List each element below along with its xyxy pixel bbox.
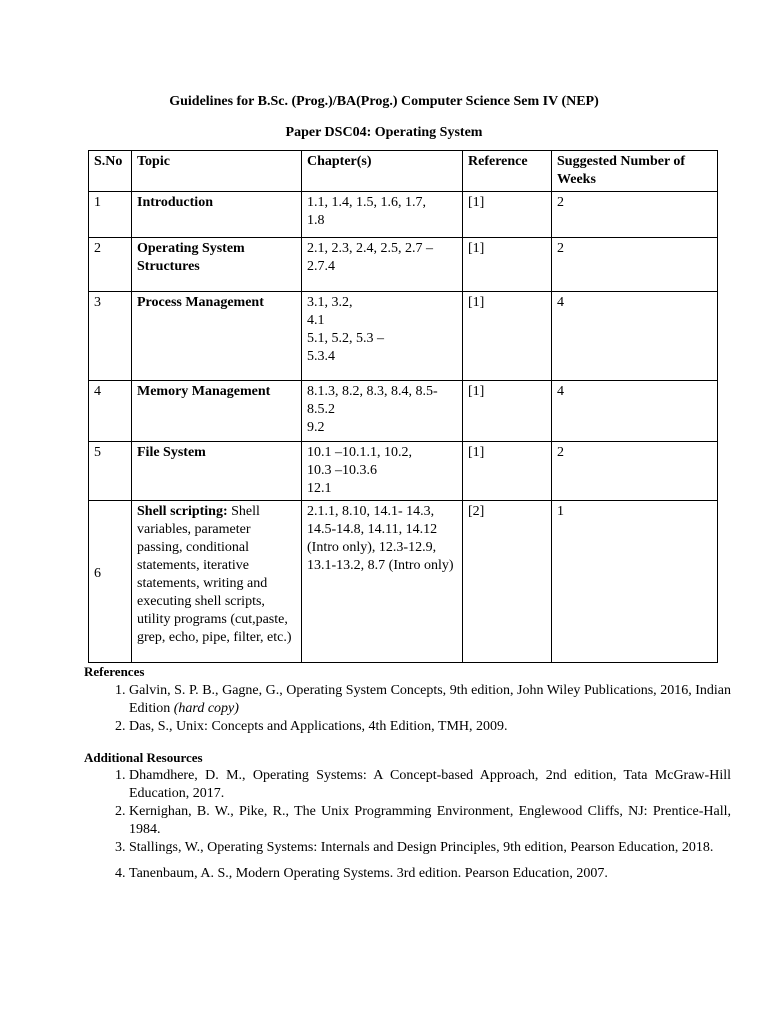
topic-title: File System	[137, 445, 206, 460]
table-header-row	[89, 151, 718, 192]
cell-weeks: 2	[552, 192, 718, 238]
chapter-line: 8.1.3, 8.2, 8.3, 8.4, 8.5-	[307, 384, 438, 399]
cell-sno: 4	[89, 381, 132, 442]
topic-title: Shell scripting:	[137, 504, 228, 519]
cell-chapters	[302, 292, 463, 381]
chapter-line: 2.7.4	[307, 259, 335, 274]
cell-topic	[132, 292, 302, 381]
table-row	[89, 442, 718, 501]
reference-text: Galvin, S. P. B., Gagne, G., Operating System Concepts, 9th edition, John Wiley Publications, 2016, Indian Edition	[129, 683, 731, 716]
cell-topic	[132, 442, 302, 501]
cell-reference: [2]	[463, 501, 552, 663]
cell-weeks: 4	[552, 292, 718, 381]
cell-reference: [1]	[463, 192, 552, 238]
table-row	[89, 238, 718, 292]
cell-topic	[132, 501, 302, 663]
chapter-line: 5.1, 5.2, 5.3 –	[307, 331, 384, 346]
cell-topic	[132, 192, 302, 238]
cell-reference: [1]	[463, 292, 552, 381]
additional-resources-list	[84, 767, 731, 883]
table-row	[89, 381, 718, 442]
references-heading: References	[84, 664, 145, 679]
additional-resources-heading: Additional Resources	[84, 750, 203, 765]
chapter-line: 2.1, 2.3, 2.4, 2.5, 2.7 –	[307, 241, 433, 256]
chapter-line: 8.5.2	[307, 402, 335, 417]
topic-details: Shell variables, parameter passing, conditional statements, iterative statements, writing and executing shell scripts, utility programs (cut,paste, grep, echo, pipe, filter, etc.)	[137, 504, 292, 645]
chapter-line: 5.3.4	[307, 349, 335, 364]
cell-weeks: 2	[552, 238, 718, 292]
chapter-line: 10.1 –10.1.1, 10.2,	[307, 445, 412, 460]
topic-title: Operating System Structures	[137, 241, 245, 274]
chapter-line: 9.2	[307, 420, 325, 435]
column-header-sno: S.No	[89, 151, 132, 192]
table-row	[89, 501, 718, 663]
cell-sno: 3	[89, 292, 132, 381]
chapter-line: 3.1, 3.2,	[307, 295, 353, 310]
cell-weeks: 1	[552, 501, 718, 663]
syllabus-table	[88, 150, 718, 663]
cell-sno: 1	[89, 192, 132, 238]
cell-reference: [1]	[463, 381, 552, 442]
reference-text: Das, S., Unix: Concepts and Applications, 4th Edition, TMH, 2009.	[129, 719, 508, 734]
cell-reference: [1]	[463, 238, 552, 292]
reference-item	[129, 718, 731, 736]
resource-item: 4. Tanenbaum, A. S., Modern Operating Systems. 3rd edition. Pearson Education, 2007.	[129, 865, 731, 883]
chapter-line: 2.1.1, 8.10, 14.1- 14.3, 14.5-14.8, 14.11, 14.12 (Intro only), 12.3-12.9, 13.1-13.2, 8.7 (Intro only)	[307, 504, 454, 573]
topic-title: Introduction	[137, 195, 213, 210]
cell-weeks: 4	[552, 381, 718, 442]
chapter-line: 1.8	[307, 213, 325, 228]
cell-sno: 6	[89, 501, 132, 663]
column-header-chapters: Chapter(s)	[302, 151, 463, 192]
chapter-line: 4.1	[307, 313, 325, 328]
cell-topic	[132, 381, 302, 442]
resource-item: 2. Kernighan, B. W., Pike, R., The Unix Programming Environment, Englewood Cliffs, NJ: Prentice-Hall, 1984.	[129, 803, 731, 839]
column-header-weeks: Suggested Number of Weeks	[552, 151, 718, 192]
cell-sno: 5	[89, 442, 132, 501]
table-row	[89, 292, 718, 381]
table-row	[89, 192, 718, 238]
chapter-line: 12.1	[307, 481, 332, 496]
resource-item: 3. Stallings, W., Operating Systems: Internals and Design Principles, 9th edition, Pearson Education, 2018.	[129, 839, 731, 857]
reference-item	[129, 682, 731, 718]
cell-reference: [1]	[463, 442, 552, 501]
column-header-topic: Topic	[132, 151, 302, 192]
cell-chapters	[302, 442, 463, 501]
cell-topic	[132, 238, 302, 292]
chapter-line: 10.3 –10.3.6	[307, 463, 377, 478]
column-header-reference: Reference	[463, 151, 552, 192]
document-title: Guidelines for B.Sc. (Prog.)/BA(Prog.) Computer Science Sem IV (NEP)	[169, 94, 599, 109]
cell-chapters	[302, 501, 463, 663]
resource-item: 1. Dhamdhere, D. M., Operating Systems: A Concept-based Approach, 2nd edition, Tata McGraw-Hill Education, 2017.	[129, 767, 731, 803]
topic-title: Process Management	[137, 295, 264, 310]
references-list	[84, 682, 731, 736]
topic-title: Memory Management	[137, 384, 271, 399]
cell-chapters	[302, 192, 463, 238]
reference-note: (hard copy)	[173, 701, 239, 716]
cell-weeks: 2	[552, 442, 718, 501]
chapter-line: 1.1, 1.4, 1.5, 1.6, 1.7,	[307, 195, 426, 210]
cell-sno: 2	[89, 238, 132, 292]
paper-title: Paper DSC04: Operating System	[285, 125, 483, 140]
cell-chapters	[302, 381, 463, 442]
cell-chapters	[302, 238, 463, 292]
